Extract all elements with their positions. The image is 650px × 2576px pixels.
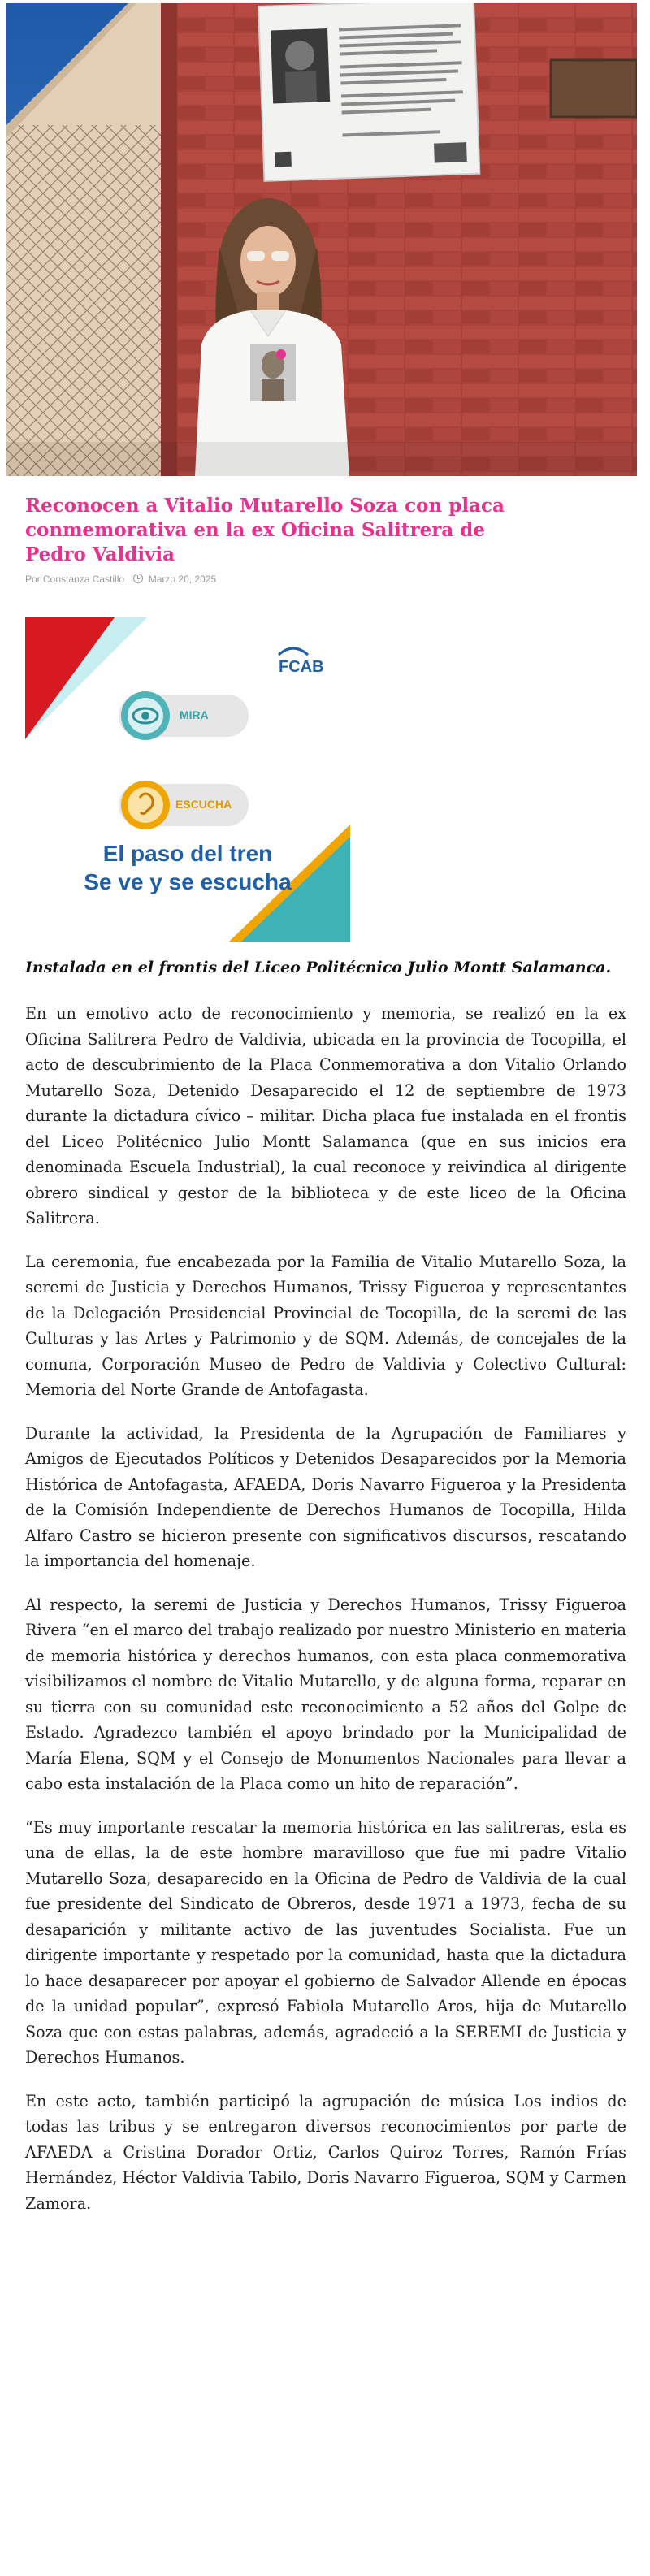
author-byline[interactable]: Por Constanza Castillo xyxy=(25,574,125,585)
ad-slogan-line1: El paso del tren xyxy=(102,841,273,866)
paragraph-3: Durante la actividad, la Presidenta de la Agrupación de Familiares y Amigos de Ejecutados Políticos y Detenidos Desaparecidos por la Memoria Histórica de Antofagasta, AFAEDA, Doris Navarro Figueroa y la Presidenta de la Comisión Independiente de Derechos Humanos de Tocopilla, Hilda Alfaro Castro se hicieron presente con significativos discursos, rescatando la importancia del homenaje. xyxy=(25,1423,626,1570)
paragraph-1: En un emotivo acto de reconocimiento y memoria, se realizó en la ex Oficina Salitrera Pedro de Valdivia, ubicada en la provincia de Tocopilla, el acto de descubrimiento de la Placa Conmemorativa a don Vitalio Orlando Mutarello Soza, Detenido Desaparecido el 12 de septiembre de 1973 durante la dictadura cívico – militar. Dicha placa fue instalada en el frontis del Liceo Politécnico Julio Montt Salamanca (que en sus inicios era denominada Escuela Industrial), la cual reconoce y reivindica al dirigente obrero sindical y gestor de la biblioteca y de este liceo de la Oficina Salitrera. xyxy=(25,1004,626,1227)
paragraph-2: La ceremonia, fue encabezada por la Familia de Vitalio Mutarello Soza, la seremi de Justicia y Derechos Humanos, Trissy Figueroa y representantes de la Delegación Presidencial Provincial de Tocopilla, de la seremi de las Culturas y las Artes y Patrimonio y de SQM. Además, de concejales de la comuna, Corporación Museo de Pedro de Valdivia y Colectivo Cultural: Memoria del Norte Grande de Antofagasta. xyxy=(25,1252,626,1399)
paragraph-5: “Es muy importante rescatar la memoria histórica en las salitreras, esta es una de ellas, la de este hombre maravilloso que fue mi padre Vitalio Mutarello Soza, desaparecido en la Oficina de Pedro de Valdivia de la cual fue presidente del Sindicato de Obreros, desde 1971 a 1973, fecha de su desaparición y militante activo de las juventudes Socialista. Fue un dirigente importante y respetado por la comunidad, hasta que la dictadura lo hace desaparecer por apoyar el gobierno de Salvador Allende en épocas de la unidad popular”, expresó Fabiola Mutarello Aros, hija de Mutarello Soza que con estas palabras, además, agradeció a la SEREMI de Justicia y Derechos Humanos. xyxy=(25,1817,626,2067)
fcab-advertisement[interactable] xyxy=(25,617,350,942)
article-title[interactable]: Reconocen a Vitalio Mutarello Soza con placa conmemorativa en la ex Oficina Salitrera de Pedro Valdivia xyxy=(25,495,505,565)
ad-slogan-line2: Se ve y se escucha xyxy=(84,869,292,894)
article-body xyxy=(25,1001,626,2234)
fcab-logo: FCAB xyxy=(279,658,324,676)
escucha-label: ESCUCHA xyxy=(176,798,232,811)
article-lede: Instalada en el frontis del Liceo Politécnico Julio Montt Salamanca. xyxy=(25,959,612,976)
clock-icon xyxy=(133,574,143,583)
hero-photo-illustration xyxy=(6,3,637,476)
paragraph-6: En este acto, también participó la agrupación de música Los indios de todas las tribus y se entregaron diversos reconocimientos por parte de AFAEDA a Cristina Dorador Ortiz, Carlos Quiroz Torres, Ramón Frías Hernández, Héctor Valdivia Tabilo, Doris Navarro Figueroa, SQM y Carmen Zamora. xyxy=(25,2091,626,2213)
article-meta xyxy=(25,574,216,585)
paragraph-4: Al respecto, la seremi de Justicia y Derechos Humanos, Trissy Figueroa Rivera “en el marco del trabajo realizado por nuestro Ministerio en materia de memoria histórica y derechos humanos, con esta placa conmemorativa visibilizamos el nombre de Vitalio Mutarello, y de alguna forma, reparar en su tierra con su comunidad este reconocimiento a 52 años del Golpe de Estado. Agradezco también el apoyo brindado por la Municipalidad de María Elena, SQM y el Consejo de Monumentos Nacionales para llevar a cabo esta instalación de la Placa como un hito de reparación”. xyxy=(25,1595,626,1793)
mira-label: MIRA xyxy=(180,708,209,721)
hero-photo xyxy=(6,3,637,476)
publish-date: Marzo 20, 2025 xyxy=(148,574,217,585)
